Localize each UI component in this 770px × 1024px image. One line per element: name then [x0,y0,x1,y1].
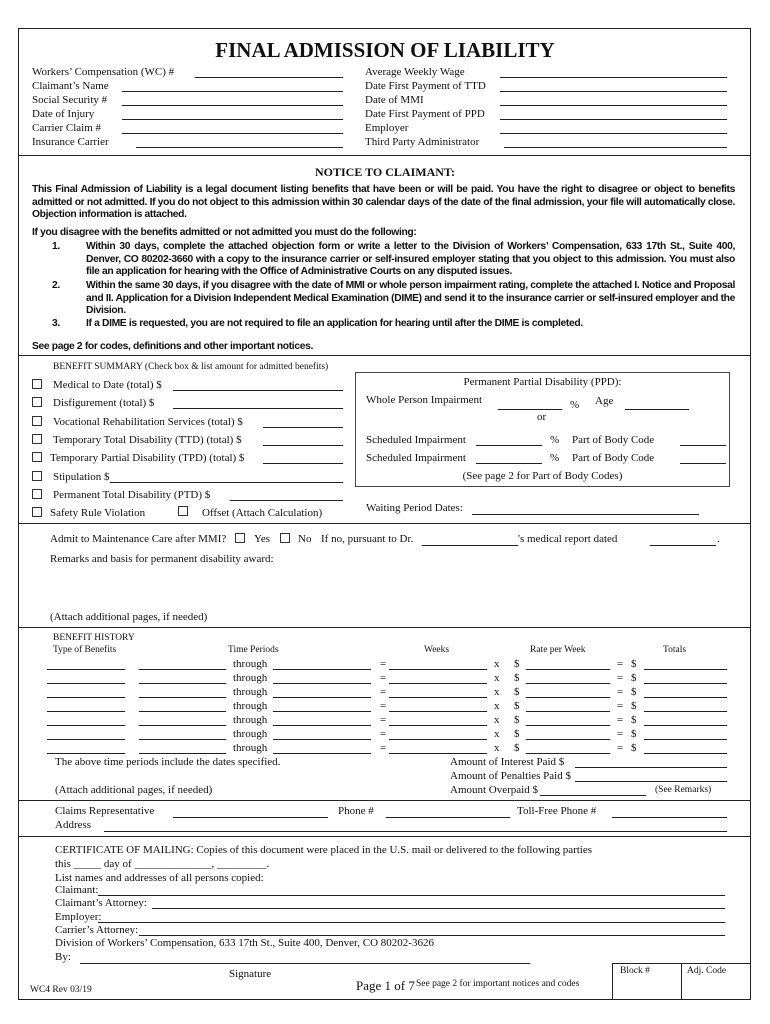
header-right-label: Date First Payment of TTD [365,80,486,92]
period-end-field[interactable] [273,669,371,670]
notice-see-page2: See page 2 for codes, definitions and other important notices. [32,341,313,352]
through-label: through [233,700,268,712]
phone-field[interactable] [386,817,510,818]
part-body-label: Part of Body Code [572,434,655,446]
period-end-field[interactable] [273,725,371,726]
dollar-sign: $ [631,728,637,740]
notice-item-text: Within the same 30 days, if you disagree with the date of MMI or whole person impairment rating, complete the attached I. Notice and Proposal and II. Application for a Division Independent Medical Examination (DIME) and send it to the insurance carrier or self-insured employer and the Division. [86,280,735,316]
division-address: Division of Workers’ Compensation, 633 17th St., Suite 400, Denver, CO 80202-3626 [55,937,434,949]
through-label: through [233,686,268,698]
period: . [717,533,720,545]
maintenance-yes-checkbox[interactable] [235,533,245,543]
equals-sign: = [380,728,387,740]
benefit-label: Permanent Total Disability (PTD) $ [53,488,211,501]
times-sign: x [494,700,500,712]
divider [18,355,751,356]
period-start-field[interactable] [139,739,226,740]
total-field[interactable] [644,697,727,698]
header-left-field[interactable] [195,77,343,78]
equals-sign: = [380,714,387,726]
party-label: Employer: [55,910,102,923]
through-label: through [233,714,268,726]
pct-sign: % [550,434,560,446]
scheduled-field[interactable] [476,445,542,446]
benefit-amount-field[interactable] [110,482,343,483]
ppd-see-page2: (See page 2 for Part of Body Codes) [462,470,623,482]
maintenance-no-checkbox[interactable] [280,533,290,543]
divider [18,523,751,524]
form-number: WC4 Rev 03/19 [30,985,92,995]
age-field[interactable] [625,409,689,410]
equals-sign: = [617,658,624,670]
dollar-sign: $ [514,714,520,726]
dollar-sign: $ [514,742,520,754]
equals-sign: = [380,658,387,670]
period-end-field[interactable] [273,753,371,754]
weeks-field[interactable] [389,683,487,684]
benefit-amount-field[interactable] [263,445,343,446]
header-left-label: Date of Injury [32,108,95,120]
penalties-field[interactable] [575,781,727,782]
waiting-label: Waiting Period Dates: [366,502,463,514]
dollar-sign: $ [514,672,520,684]
dollar-sign: $ [514,700,520,712]
rate-field[interactable] [526,683,610,684]
no-label: No [298,533,312,545]
part-body-label: Part of Body Code [572,452,655,464]
divider [18,627,751,628]
rate-field[interactable] [526,725,610,726]
header-right-field[interactable] [500,105,727,106]
penalties-label: Amount of Penalties Paid $ [450,770,571,782]
period-start-field[interactable] [139,725,226,726]
or-label: or [537,411,547,423]
times-sign: x [494,728,500,740]
benefit-label: Temporary Total Disability (TTD) (total) $ [53,433,242,446]
party-field[interactable] [152,908,725,909]
address-field[interactable] [104,831,727,832]
benefit-history-heading: BENEFIT HISTORY [53,633,135,643]
form-title: FINAL ADMISSION OF LIABILITY [215,38,555,62]
waiting-field[interactable] [472,514,699,515]
total-field[interactable] [644,683,727,684]
period-end-field[interactable] [273,697,371,698]
rate-field[interactable] [526,711,610,712]
attach-note-2: (Attach additional pages, if needed) [55,784,213,796]
total-field[interactable] [644,711,727,712]
total-field[interactable] [644,725,727,726]
benefit-checkbox[interactable] [32,397,42,407]
benefit-amount-field[interactable] [263,463,343,464]
signature-field[interactable] [80,963,530,964]
benefit-checkbox[interactable] [32,452,42,462]
equals-sign: = [617,672,624,684]
benefit-label: Stipulation $ [53,470,110,483]
whole-person-field[interactable] [498,409,562,410]
scheduled-field[interactable] [476,463,542,464]
header-left-label: Carrier Claim # [32,122,102,134]
part-body-field[interactable] [680,445,726,446]
col-rate: Rate per Week [530,645,586,655]
notice-intro: This Final Admission of Liability is a legal document listing benefits that have been or will be paid. You have the right to disagree or object to benefits admitted or not admitted. If you do not object to this admission within 30 calendar days of the date of the final admission, your file will automatically close. Objection information is attached. [32,184,735,220]
period-start-field[interactable] [139,697,226,698]
rate-field[interactable] [526,739,610,740]
rep-field[interactable] [173,817,328,818]
header-right-field[interactable] [500,119,727,120]
header-left-field[interactable] [136,147,343,148]
header-left-label: Workers’ Compensation (WC) # [32,66,175,78]
type-field[interactable] [47,711,125,712]
through-label: through [233,742,268,754]
equals-sign: = [617,714,624,726]
benefit-amount-field[interactable] [230,500,343,501]
overpaid-field[interactable] [540,795,646,796]
header-left-label: Insurance Carrier [32,136,109,148]
times-sign: x [494,714,500,726]
type-field[interactable] [47,725,125,726]
equals-sign: = [380,742,387,754]
type-field[interactable] [47,753,125,754]
notice-item-number: 1. [52,241,60,252]
period-start-field[interactable] [139,711,226,712]
benefit-summary-heading: BENEFIT SUMMARY (Check box & list amount for admitted benefits) [53,362,329,372]
divider [18,155,751,156]
scheduled-label: Scheduled Impairment [366,434,466,446]
dollar-sign: $ [631,700,637,712]
col-weeks: Weeks [424,645,450,655]
header-left-field[interactable] [122,119,343,120]
tollfree-field[interactable] [612,817,727,818]
remarks-label: Remarks and basis for permanent disability award: [50,553,274,565]
pct-sign: % [550,452,560,464]
weeks-field[interactable] [389,669,487,670]
header-left-field[interactable] [122,91,343,92]
period-start-field[interactable] [139,683,226,684]
period-end-field[interactable] [273,711,371,712]
by-label: By: [55,951,71,963]
benefit-checkbox[interactable] [32,416,42,426]
page-number: Page 1 of 7 [356,978,415,993]
type-field[interactable] [47,739,125,740]
times-sign: x [494,742,500,754]
header-right-label: Date of MMI [365,94,424,106]
dollar-sign: $ [514,686,520,698]
divider [18,800,751,801]
header-right-label: Third Party Administrator [365,136,480,148]
offset-label: Offset (Attach Calculation) [202,507,323,519]
col-type: Type of Benefits [53,645,117,655]
header-left-field[interactable] [122,133,343,134]
header-right-field[interactable] [500,77,727,78]
header-left-field[interactable] [122,105,343,106]
notice-heading: NOTICE TO CLAIMANT: [314,165,456,179]
offset-checkbox[interactable] [178,506,188,516]
through-label: through [233,658,268,670]
rate-field[interactable] [526,753,610,754]
party-field[interactable] [139,935,725,936]
benefit-amount-field[interactable] [263,427,343,428]
total-field[interactable] [644,739,727,740]
certificate-date: this _____ day of ______________, _________. [55,858,270,870]
report-date-field[interactable] [650,545,716,546]
benefit-label: Temporary Partial Disability (TPD) (total) $ [50,452,245,465]
notice-item-text: If a DIME is requested, you are not required to file an application for hearing until after the DIME is completed. [86,318,583,329]
interest-label: Amount of Interest Paid $ [450,756,565,768]
party-field[interactable] [98,895,725,896]
benefit-checkbox[interactable] [32,379,42,389]
maintenance-question: Admit to Maintenance Care after MMI? [50,533,227,545]
phone-label: Phone # [338,805,374,817]
times-sign: x [494,672,500,684]
dollar-sign: $ [631,672,637,684]
header-right-field[interactable] [500,133,727,134]
dollar-sign: $ [514,658,520,670]
benefit-label: Vocational Rehabilitation Services (total) $ [53,415,243,428]
equals-sign: = [617,700,624,712]
dollar-sign: $ [631,714,637,726]
notice-item-number: 2. [52,280,60,291]
col-periods: Time Periods [228,645,279,655]
interest-field[interactable] [575,767,727,768]
signature-label: Signature [229,968,272,980]
safety-checkbox[interactable] [32,507,42,517]
header-left-label: Claimant’s Name [32,80,109,92]
through-label: through [233,672,268,684]
rate-field[interactable] [526,697,610,698]
weeks-field[interactable] [389,711,487,712]
doctor-field[interactable] [422,545,518,546]
header-right-label: Average Weekly Wage [365,66,465,78]
through-label: through [233,728,268,740]
inclusive-note: The above time periods include the dates specified. [55,756,281,768]
benefit-amount-field[interactable] [173,408,343,409]
overpaid-label: Amount Overpaid $ [450,784,538,796]
age-label: Age [595,395,614,407]
rep-label: Claims Representative [55,805,155,817]
weeks-field[interactable] [389,739,487,740]
type-field[interactable] [47,683,125,684]
period-start-field[interactable] [139,753,226,754]
party-label: Carrier’s Attorney: [55,923,139,936]
benefit-label: Medical to Date (total) $ [53,379,162,391]
report-label: 's medical report dated [518,533,618,545]
times-sign: x [494,686,500,698]
type-field[interactable] [47,669,125,670]
safety-label: Safety Rule Violation [50,507,146,519]
dollar-sign: $ [631,658,637,670]
dollar-sign: $ [631,742,637,754]
header-right-label: Date First Payment of PPD [365,108,485,120]
period-end-field[interactable] [273,739,371,740]
dollar-sign: $ [631,686,637,698]
block-label: Block # [620,966,650,976]
period-start-field[interactable] [139,669,226,670]
header-left-label: Social Security # [32,94,108,106]
pct-sign: % [570,399,580,411]
divider [18,836,751,837]
type-field[interactable] [47,697,125,698]
ppd-heading: Permanent Partial Disability (PPD): [463,376,622,388]
equals-sign: = [617,728,624,740]
col-totals: Totals [663,645,687,655]
attach-note: (Attach additional pages, if needed) [50,611,208,623]
equals-sign: = [617,742,624,754]
benefit-checkbox[interactable] [32,489,42,499]
weeks-field[interactable] [389,697,487,698]
total-field[interactable] [644,753,727,754]
if-no-label: If no, pursuant to Dr. [321,533,414,545]
benefit-amount-field[interactable] [173,390,343,391]
notice-disagree: If you disagree with the benefits admitted or not admitted you must do the following: [32,227,417,238]
party-field[interactable] [98,922,725,923]
scheduled-label: Scheduled Impairment [366,452,466,464]
rate-field[interactable] [526,669,610,670]
dollar-sign: $ [514,728,520,740]
header-right-label: Employer [365,122,409,134]
weeks-field[interactable] [389,753,487,754]
benefit-checkbox[interactable] [32,471,42,481]
equals-sign: = [380,672,387,684]
period-end-field[interactable] [273,683,371,684]
yes-label: Yes [254,533,271,545]
certificate-heading: CERTIFICATE OF MAILING: Copies of this document were placed in the U.S. mail or delivered to the following parties [55,844,593,856]
address-label: Address [55,819,92,831]
part-body-field[interactable] [680,463,726,464]
header-right-field[interactable] [500,91,727,92]
whole-person-label: Whole Person Impairment [366,394,483,406]
weeks-field[interactable] [389,725,487,726]
equals-sign: = [617,686,624,698]
notice-item-number: 3. [52,318,60,329]
header-right-field[interactable] [504,147,727,148]
benefit-checkbox[interactable] [32,434,42,444]
see-remarks: (See Remarks) [655,785,712,795]
party-label: Claimant: [55,884,99,896]
total-field[interactable] [644,669,727,670]
certificate-list: List names and addresses of all persons copied: [55,872,264,884]
footer-note: See page 2 for important notices and codes [416,979,580,989]
tollfree-label: Toll-Free Phone # [517,805,597,817]
adj-code-label: Adj. Code [687,966,727,976]
times-sign: x [494,658,500,670]
benefit-label: Disfigurement (total) $ [53,397,155,410]
equals-sign: = [380,700,387,712]
notice-item-text: Within 30 days, complete the attached objection form or write a letter to the Division of Workers’ Compensation, 633 17th St., Suite 400, Denver, CO 80202-3660 with a copy to the insurance carrier or self-insured employer stating that you object to this admission. You must also file an application for hearing with the Office of Administrative Courts on any disputed issues. [86,241,735,277]
equals-sign: = [380,686,387,698]
party-label: Claimant’s Attorney: [55,897,147,910]
